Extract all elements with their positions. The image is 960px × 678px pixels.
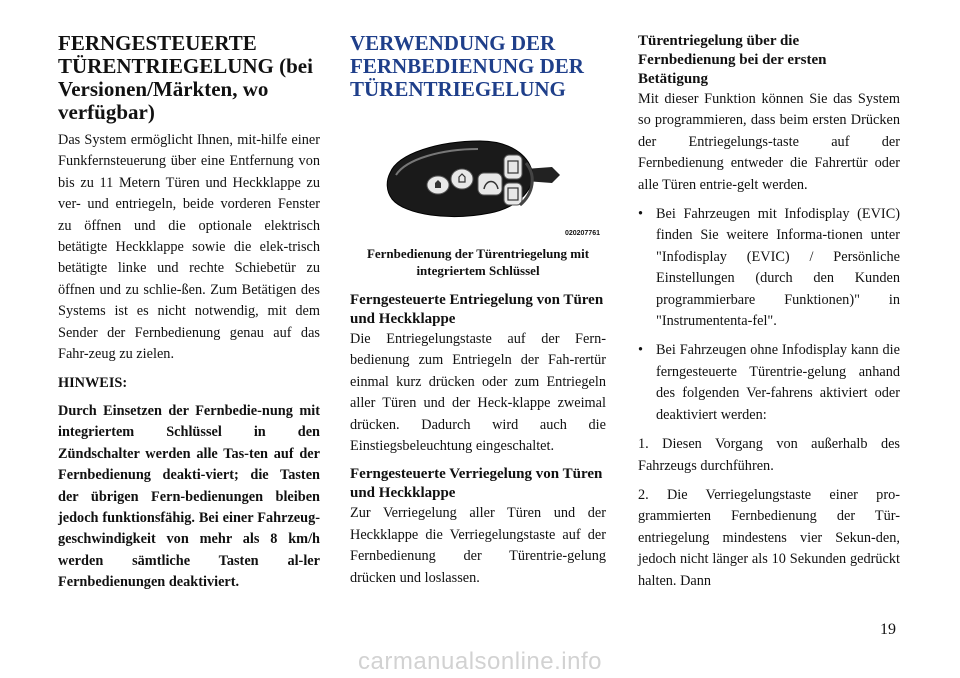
list-item [638,204,900,332]
page-number: 19 [880,621,896,638]
bullet-marker: • [638,342,644,359]
subheading-first-press-unlock: Türentriegelung über die Fernbedienung bei der ersten Betätigung [638,33,827,87]
bullet-list [638,204,900,426]
column-middle [350,32,606,589]
bullet-marker: • [638,206,644,223]
column-left [58,32,320,594]
watermark: carmanualsonline.info [358,648,602,675]
paragraph-first-press: Mit dieser Funktion können Sie das System so programmieren, dass beim ersten Drücken der Entriegelungs-taste auf der Fernbedienung entweder die Fahrertür oder alle Türen entrie-gelt werden. [638,91,900,193]
step-1: 1. Diesen Vorgang von außerhalb des Fahrzeugs durchführen. [638,436,900,474]
key-fob-figure [350,123,606,241]
step-list [638,434,900,592]
figure-code: 020207761 [564,230,600,237]
subheading-remote-unlock: Ferngesteuerte Entriegelung von Türen und Heckklappe [350,292,604,327]
figure-caption: Fernbedienung der Türentriegelung mit integriertem Schlüssel [366,246,590,278]
column-right [638,32,900,592]
bullet-text-evic: Bei Fahrzeugen mit Infodisplay (EVIC) finden Sie weitere Informa-tionen unter "Infodisplay (EVIC) / Persönliche Einstellungen (durch den Kunden programmierbare Funktionen)" in "Instrumententa-fel". [656,206,900,330]
subheading-remote-lock: Ferngesteuerte Verriegelung von Türen und Heckklappe [350,466,603,502]
paragraph-remote-unlock: Die Entriegelungstaste auf der Fern-bedienung zum Entriegeln der Fah-rertür einmal kurz drücken oder zum Entriegeln aller Türen und der Heck-klappe zweimal drücken. Dadurch wird auch die Einstiegsbeleuchtung eingeschaltet. [350,331,606,455]
list-item [638,340,900,426]
note-label: HINWEIS: [58,375,128,392]
step-2: 2. Die Verriegelungstaste einer pro-grammierten Fernbedienung der Tür-entriegelung mindestens vier Sekun-den, jedoch nicht länger als 10 Sekunden gedrückt halten. Dann [638,486,900,589]
key-fob-illustration [350,123,606,241]
section-heading-remote-unlock: FERNGESTEUERTE TÜRENTRIEGELUNG (bei Versionen/Märkten, wo verfügbar) [58,31,313,124]
paragraph-remote-lock: Zur Verriegelung aller Türen und der Heckklappe die Verriegelungstaste auf der Fernbedienung der Türentrie-gelung drücken und loslassen. [350,505,606,586]
section-heading-using-remote: VERWENDUNG DER FERNBEDIENUNG DER TÜRENTRIEGELUNG [350,31,584,101]
bullet-text-no-evic: Bei Fahrzeugen ohne Infodisplay kann die ferngesteuerte Türentrie-gelung anhand des folgenden Ver-fahrens aktiviert oder deaktiviert werden: [656,342,900,423]
note-text: Durch Einsetzen der Fernbedie-nung mit integriertem Schlüssel in den Zündschalter werden alle Tas-ten auf der Fernbedienung deakti-viert; die Tasten der übrigen Fern-bedienungen bleiben jedoch funktionsfähig. Bei einer Fahrzeug-geschwindigkeit von mehr als 8 km/h werden sämtliche Tasten al-ler Fernbedienungen deaktiviert. [58,402,320,591]
intro-paragraph: Das System ermöglicht Ihnen, mit-hilfe einer Funkfernsteuerung über eine Entfernung von bis zu 11 Metern Türen und Heckklappe zu ver- und entriegeln, beide vorderen Fenster zu öffnen und die optionale elektrisch betätigte Heckklappe sowie die elek-trisch betätigte linke und rechte Schiebetür zu öffnen und zu schlie-ßen. Zum Betätigen des Systems ist es nicht notwendig, mit dem Sender der Fernbedienung genau auf das Fahr-zeug zu zielen. [58,132,320,363]
